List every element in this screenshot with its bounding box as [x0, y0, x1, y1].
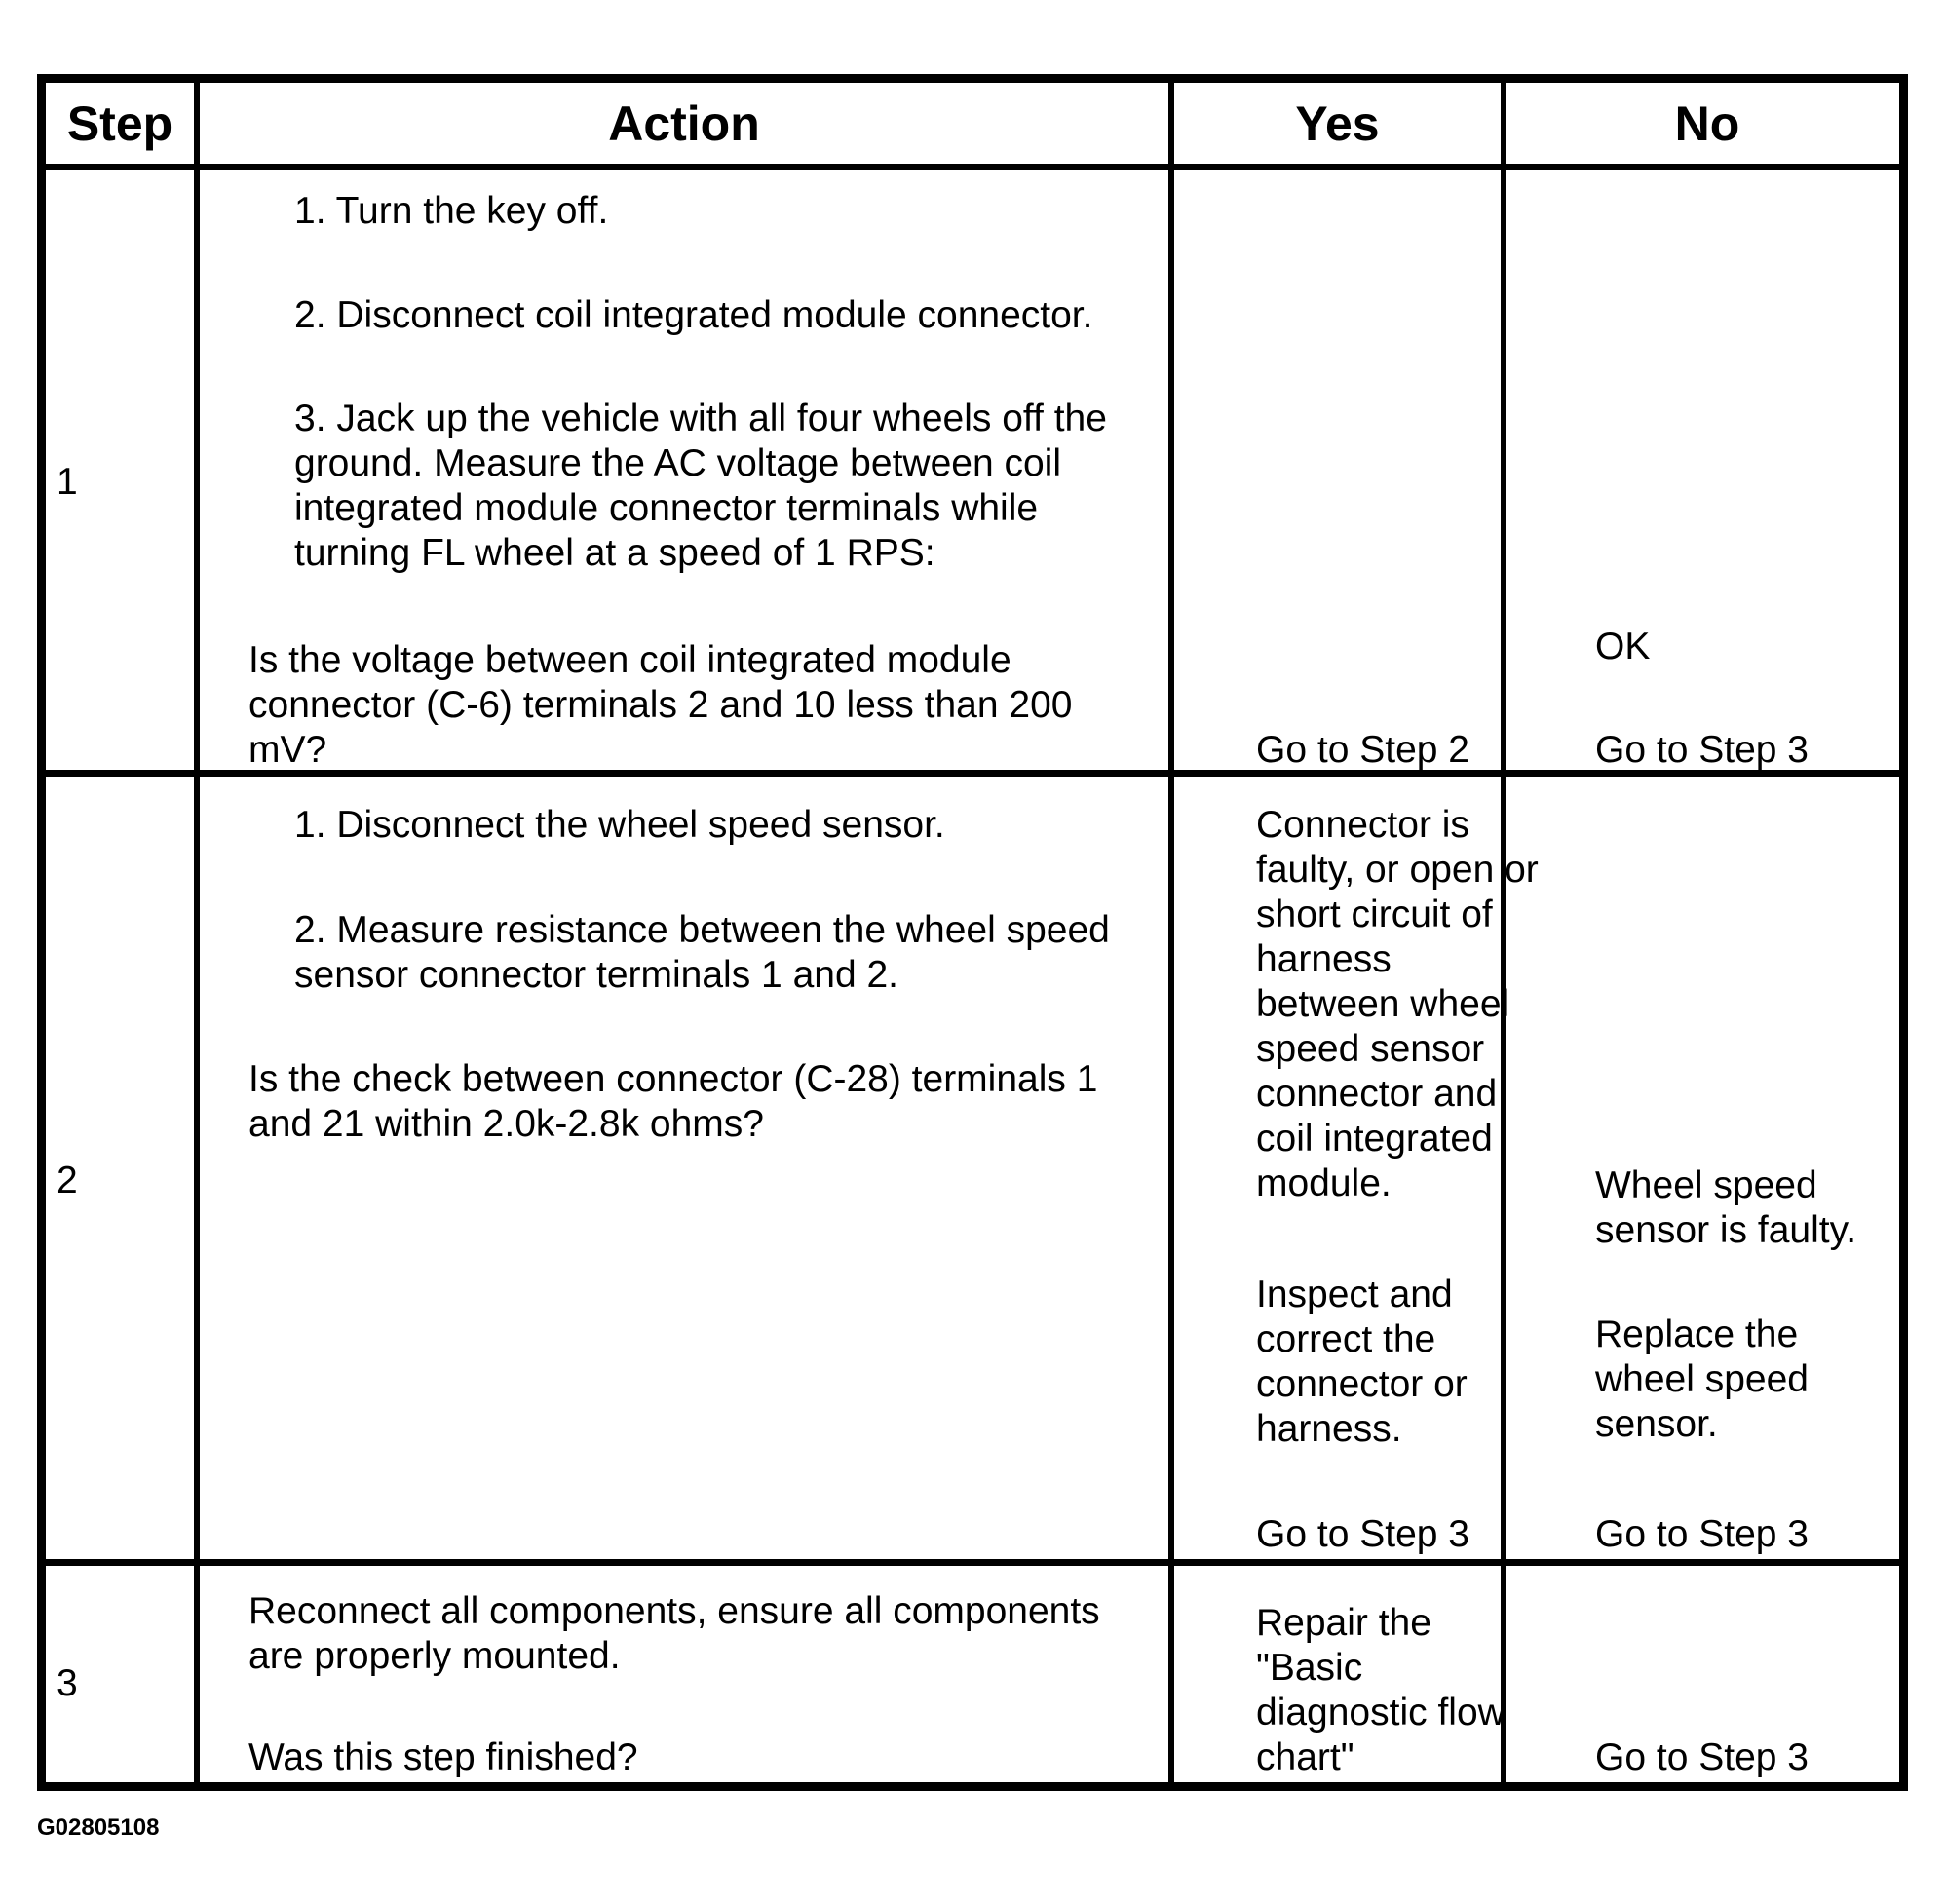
action-item: 2. Measure resistance between the wheel speed sensor connector terminals 1 and 2.: [294, 909, 1110, 996]
header-yes: Yes: [1295, 95, 1380, 151]
figure-id: G02805108: [37, 1814, 160, 1841]
action-item: 1. Disconnect the wheel speed sensor.: [294, 804, 945, 846]
column-divider: [1168, 83, 1174, 1782]
yes-result: Go to Step 2: [1256, 729, 1469, 771]
step-number: 2: [57, 1160, 78, 1201]
action-question: Is the check between connector (C-28) terminals 1 and 21 within 2.0k-2.8k ohms?: [248, 1058, 1098, 1145]
no-result: Go to Step 3: [1595, 1736, 1809, 1778]
no-remedy: Replace the wheel speed sensor.: [1595, 1314, 1809, 1445]
diagnostic-table: [37, 74, 1908, 1791]
header-action: Action: [608, 95, 760, 151]
row-divider: [46, 1559, 1899, 1566]
yes-result: Go to Step 3: [1256, 1513, 1469, 1555]
action-item: Reconnect all components, ensure all components are properly mounted.: [248, 1590, 1100, 1677]
no-result: Go to Step 3: [1595, 1513, 1809, 1555]
header-step: Step: [66, 95, 173, 151]
yes-result: Repair the "Basic diagnostic flow chart": [1256, 1602, 1506, 1778]
action-question: Was this step finished?: [248, 1736, 638, 1778]
header-no: No: [1674, 95, 1740, 151]
step-number: 3: [57, 1662, 78, 1704]
action-item: 2. Disconnect coil integrated module connector.: [294, 294, 1093, 336]
no-note: OK: [1595, 626, 1651, 667]
row-divider: [46, 164, 1899, 170]
action-item: 1. Turn the key off.: [294, 190, 609, 232]
step-number: 1: [57, 461, 78, 503]
no-diagnosis: Wheel speed sensor is faulty.: [1595, 1164, 1857, 1251]
no-result: Go to Step 3: [1595, 729, 1809, 771]
yes-remedy: Inspect and correct the connector or harness.: [1256, 1274, 1468, 1450]
action-item: 3. Jack up the vehicle with all four wheels off the ground. Measure the AC voltage between coil integrated module connector terminals while turning FL wheel at a speed of 1 RPS:: [294, 398, 1107, 574]
action-question: Is the voltage between coil integrated module connector (C-6) terminals 2 and 10 less than 200 mV?: [248, 639, 1073, 771]
yes-diagnosis: Connector is faulty, or open or short circuit of harness between wheel speed sensor connector and coil integrated module.: [1256, 804, 1539, 1204]
column-divider: [194, 83, 200, 1782]
